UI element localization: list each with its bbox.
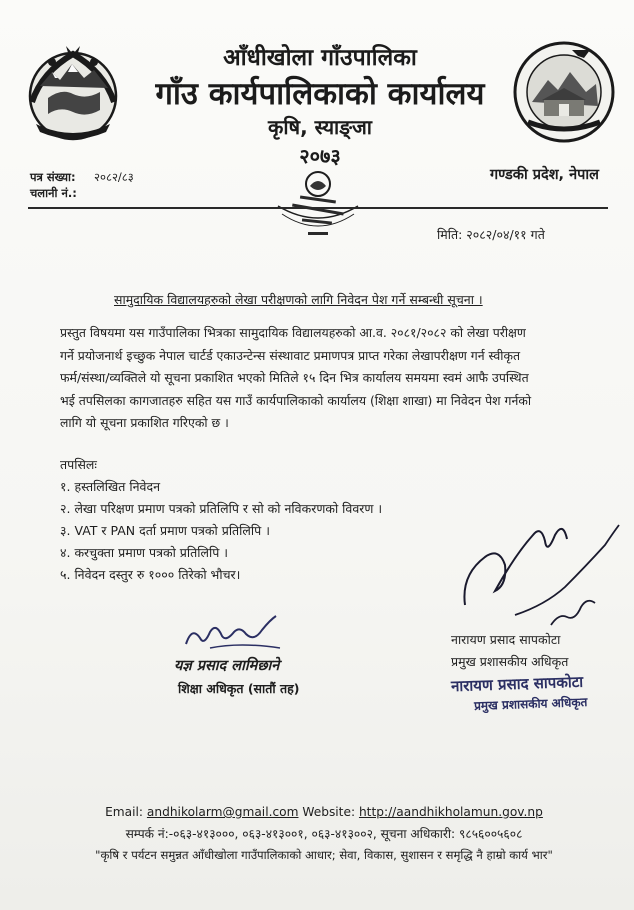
body-line: प्रस्तुत विषयमा यस गाउँपालिका भित्रका सामुदायिक विद्यालयहरुको आ.व. २०८१/२०८२ को लेखा परीक्षण bbox=[60, 325, 526, 340]
dispatch-number-label: चलानी नं.: bbox=[30, 186, 77, 200]
cao-title: प्रमुख प्रशासकीय अधिकृत bbox=[451, 654, 569, 669]
notice-subject: सामुदायिक विद्यालयहरुको लेखा परीक्षणको लागि निवेदन पेश गर्ने सम्बन्धी सूचना । bbox=[114, 292, 483, 307]
body-line: फर्म/संस्था/व्यक्तिले यो सूचना प्रकाशित भएको मितिले १५ दिन भित्र कार्यालय समयमा स्वमं आफै उपस्थित bbox=[60, 370, 529, 385]
website-link[interactable]: http://aandhikholamun.gov.np bbox=[358, 805, 543, 819]
body-line: भई तपसिलका कागजातहरु सहित यस गाउँ कार्यपालिकाको कार्यालय (शिक्षा शाखा) मा निवेदन पेश गर्नको bbox=[60, 392, 532, 408]
list-item: ४. करचुक्ता प्रमाण पत्रको प्रतिलिपि । bbox=[60, 545, 229, 560]
list-item: ५. निवेदन दस्तुर रु १००० तिरेको भौचर। bbox=[60, 567, 241, 582]
municipality-name: आँधीखोला गाँउपालिका bbox=[223, 45, 417, 71]
list-item: ३. VAT र PAN दर्ता प्रमाण पत्रको प्रतिलिपि । bbox=[60, 523, 270, 538]
education-officer-name: यज्ञ प्रसाद लामिछाने bbox=[174, 658, 280, 674]
letter-number-label: पत्र संख्या: bbox=[30, 170, 76, 184]
footer-motto: "कृषि र पर्यटन समुन्नत आँधीखोला गाउँपालिकाको आधार; सेवा, विकास, सुशासन र समृद्धि नै हाम्रो कार्य भार" bbox=[95, 848, 553, 862]
cao-stamp-title: प्रमुख प्रशासकीय अधिकृत bbox=[473, 695, 588, 713]
nepal-government-emblem-icon bbox=[22, 42, 124, 144]
aandhikhola-municipality-logo-icon bbox=[512, 40, 616, 144]
cao-name: नारायण प्रसाद सापकोटा bbox=[451, 632, 561, 647]
cao-stamp-name: नारायण प्रसाद सापकोटा bbox=[450, 672, 584, 696]
header-divider bbox=[28, 207, 608, 209]
footer-phone-line: सम्पर्क नं:-०६३-४१३०००, ०६३-४१३००१, ०६३-४१३००२, सूचना अधिकारी: ९८५६००५६०८ bbox=[125, 827, 523, 841]
email-link[interactable]: andhikolarm@gmail.com bbox=[146, 805, 299, 819]
education-officer-title: शिक्षा अधिकृत (सातौं तह) bbox=[178, 681, 300, 696]
date-line: मिति: २०८२/०४/११ गते bbox=[437, 227, 545, 242]
office-seal-icon bbox=[272, 168, 364, 244]
list-item: १. हस्तलिखित निवेदन bbox=[60, 479, 161, 494]
footer-contact-line bbox=[64, 805, 584, 819]
office-name: गाँउ कार्यपालिकाको कार्यालय bbox=[155, 76, 485, 112]
email-label: Email: bbox=[105, 805, 144, 819]
list-item: २. लेखा परिक्षण प्रमाण पत्रको प्रतिलिपि र सो को नविकरणको विवरण । bbox=[60, 501, 383, 516]
body-line: गर्ने प्रयोजनार्थ इच्छुक नेपाल चार्टर्ड एकाउन्टेन्स संस्थावाट प्रमाणपत्र प्राप्त गरेका लेखापरीक्षण गर्न स्वीकृत bbox=[60, 347, 521, 363]
established-year: २०७३ bbox=[299, 144, 341, 168]
body-line: लागि यो सूचना प्रकाशित गरिएको छ । bbox=[60, 415, 229, 430]
list-heading: तपसिलः bbox=[60, 457, 97, 472]
education-officer-signature-icon bbox=[180, 608, 290, 658]
province-label: गण्डकी प्रदेश, नेपाल bbox=[490, 167, 599, 183]
website-label: Website: bbox=[302, 805, 356, 819]
office-address: कृषि, स्याङ्जा bbox=[268, 115, 372, 139]
notice-body bbox=[60, 322, 582, 435]
cao-signature-icon bbox=[455, 505, 625, 640]
letter-number-value: २०८२/८३ bbox=[94, 170, 134, 184]
